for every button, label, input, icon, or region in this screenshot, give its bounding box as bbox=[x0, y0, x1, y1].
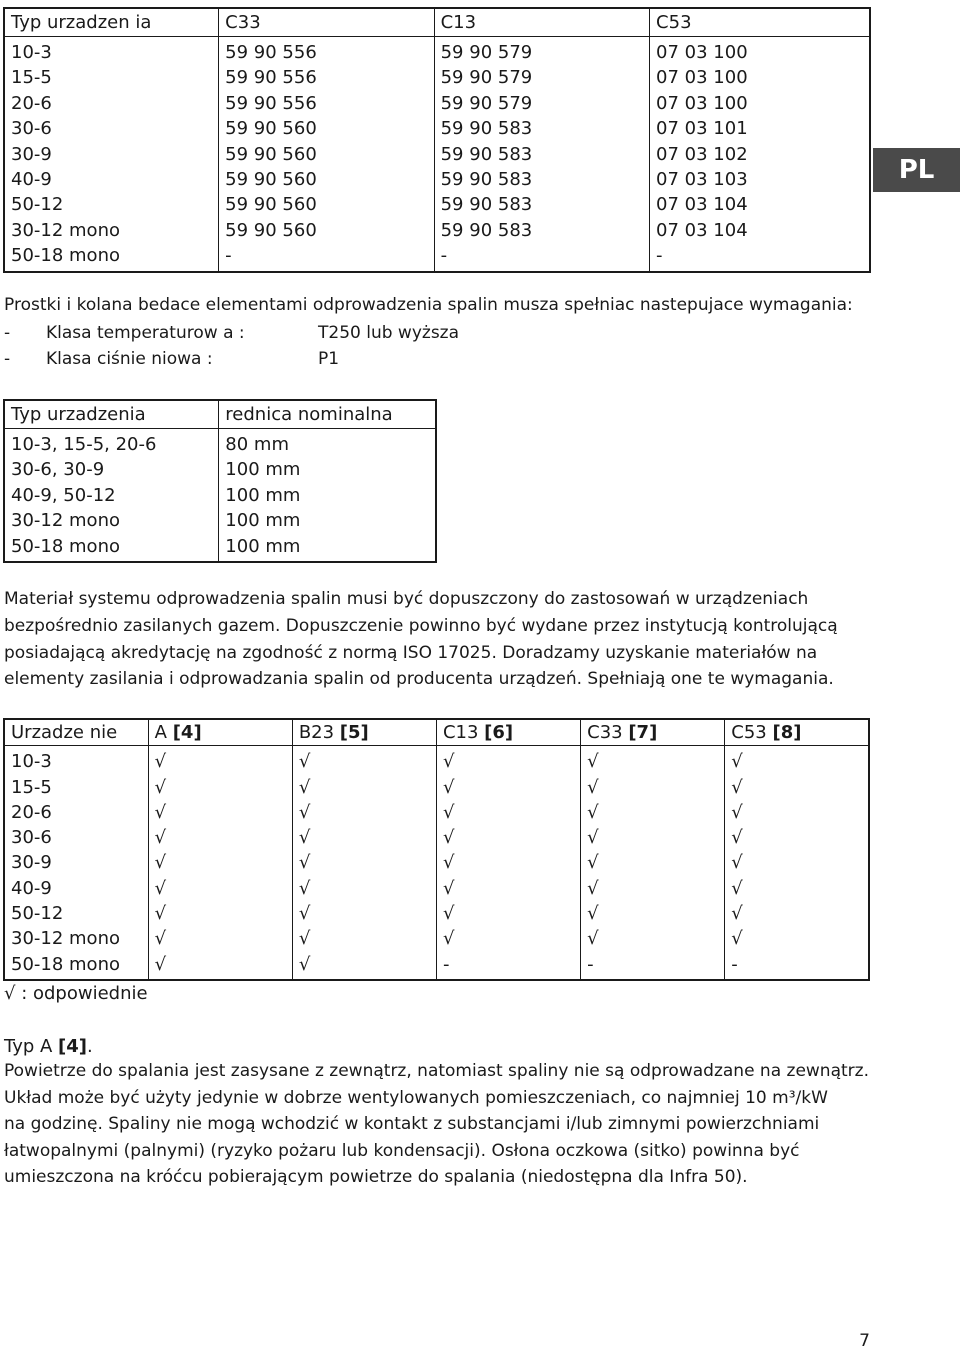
table-cell: - bbox=[725, 952, 869, 980]
material-paragraph-line: elementy zasilania i odprowadzania spalin od producenta urządzeń. Spełniają one te wymagania. bbox=[4, 669, 834, 689]
header-ref: [4] bbox=[172, 722, 202, 743]
header-name: C33 bbox=[587, 722, 629, 743]
table-cell: √ bbox=[725, 800, 869, 825]
table-cell: 40-9, 50-12 bbox=[11, 484, 116, 506]
table-cell: 59 90 556 bbox=[219, 65, 434, 90]
requirement-label: Klasa ciśnie niowa : bbox=[46, 349, 213, 369]
table-row bbox=[4, 37, 870, 66]
table-cell: √ bbox=[292, 775, 436, 800]
table-cell: √ bbox=[292, 876, 436, 901]
table-row bbox=[4, 850, 869, 875]
table-header-cell: Typ urzadzen ia bbox=[4, 8, 219, 37]
page-number: 7 bbox=[859, 1331, 870, 1351]
type-a-paragraph-line: umieszczona na króćcu pobierającym powietrze do spalania (niedostępna dla Infra 50). bbox=[4, 1167, 748, 1187]
table-cell: 59 90 556 bbox=[219, 37, 434, 66]
table-header-cell bbox=[4, 719, 148, 746]
header-name: C53 bbox=[731, 722, 773, 743]
type-a-paragraph-line: na godzinę. Spaliny nie mogą wchodzić w kontakt z substancjami i/lub zimnymi powierzchniami bbox=[4, 1114, 820, 1134]
table-cell: √ bbox=[436, 746, 580, 775]
table-cell: 59 90 583 bbox=[434, 142, 649, 167]
table-header-cell bbox=[581, 719, 725, 746]
table-cell: √ bbox=[725, 825, 869, 850]
table-cell: √ bbox=[581, 901, 725, 926]
header-ref: [6] bbox=[484, 722, 514, 743]
table-header-row bbox=[4, 8, 870, 37]
table-cell: √ bbox=[148, 825, 292, 850]
nominal-diameter-table bbox=[3, 399, 437, 563]
type-a-paragraph-line: Układ może być użyty jedynie w dobrze wentylowanych pomieszczeniach, co najmniej 10 m³/kW bbox=[4, 1088, 828, 1108]
table-cell: 30-9 bbox=[11, 852, 52, 874]
table-header-row bbox=[4, 719, 869, 746]
type-a-heading-text: Typ A bbox=[4, 1036, 59, 1057]
table-cell: 59 90 560 bbox=[219, 218, 434, 243]
table-header-cell: C13 bbox=[434, 8, 649, 37]
table-cell: 10-3 bbox=[11, 42, 52, 63]
header-name: B23 bbox=[298, 722, 340, 743]
table-cell: √ bbox=[725, 775, 869, 800]
table-cell: √ bbox=[436, 775, 580, 800]
table-row bbox=[4, 775, 869, 800]
table-cell: √ bbox=[725, 926, 869, 951]
table-row bbox=[4, 192, 870, 217]
table-cell: √ bbox=[725, 901, 869, 926]
table-cell: - bbox=[219, 243, 434, 271]
table-cell: 80 mm bbox=[219, 429, 436, 458]
table-cell: 100 mm bbox=[219, 508, 436, 533]
table-cell: √ bbox=[292, 746, 436, 775]
table-cell: √ bbox=[148, 952, 292, 980]
table-row bbox=[4, 508, 436, 533]
table-row bbox=[4, 91, 870, 116]
table-header-cell bbox=[725, 719, 869, 746]
table-cell: √ bbox=[436, 825, 580, 850]
table-row bbox=[4, 901, 869, 926]
table-cell: 30-6, 30-9 bbox=[11, 459, 105, 481]
table-cell: 50-18 mono bbox=[11, 245, 120, 267]
header-ref: [8] bbox=[772, 722, 802, 743]
table-cell: 40-9 bbox=[11, 169, 52, 191]
table-cell: 30-12 mono bbox=[11, 928, 120, 950]
table-cell: 07 03 100 bbox=[650, 37, 870, 66]
table-cell: √ bbox=[436, 901, 580, 926]
table-cell: - bbox=[434, 243, 649, 271]
table-cell: 07 03 101 bbox=[650, 116, 870, 141]
table-row bbox=[4, 534, 436, 562]
requirement-dash: - bbox=[4, 323, 11, 343]
table-cell: 59 90 560 bbox=[219, 192, 434, 217]
table-row bbox=[4, 926, 869, 951]
table-row bbox=[4, 218, 870, 243]
table-cell: 50-18 mono bbox=[11, 535, 120, 557]
table-cell: √ bbox=[148, 800, 292, 825]
table-cell: 30-6 bbox=[11, 827, 52, 849]
table-cell: √ bbox=[148, 850, 292, 875]
material-paragraph-line: bezpośrednio zasilanych gazem. Dopuszczenie powinno być wydane przez instytucją kontrolującą bbox=[4, 616, 838, 636]
table-row bbox=[4, 825, 869, 850]
table-cell: 100 mm bbox=[219, 534, 436, 562]
table-row bbox=[4, 800, 869, 825]
table-cell: √ bbox=[581, 746, 725, 775]
table-cell: √ bbox=[292, 952, 436, 980]
table-cell: 20-6 bbox=[11, 801, 52, 823]
table-header-row bbox=[4, 400, 436, 429]
table-row bbox=[4, 243, 870, 271]
table-cell: √ bbox=[148, 746, 292, 775]
table-cell: √ bbox=[148, 926, 292, 951]
table-cell: 07 03 104 bbox=[650, 218, 870, 243]
table-row bbox=[4, 65, 870, 90]
table-cell: 59 90 583 bbox=[434, 167, 649, 192]
table-cell: 07 03 100 bbox=[650, 91, 870, 116]
flue-kit-codes-table bbox=[3, 7, 871, 273]
table-cell: √ bbox=[725, 876, 869, 901]
table-cell: 100 mm bbox=[219, 483, 436, 508]
table-cell: 15-5 bbox=[11, 67, 52, 89]
requirement-label: Klasa temperaturow a : bbox=[46, 323, 245, 343]
material-paragraph-line: posiadającą akredytację na zgodność z normą ISO 17025. Doradzamy uzyskanie materiałów na bbox=[4, 643, 818, 663]
table-header-cell: C33 bbox=[219, 8, 434, 37]
table-cell: 59 90 560 bbox=[219, 167, 434, 192]
header-name: C13 bbox=[442, 722, 485, 743]
table-cell: 07 03 104 bbox=[650, 192, 870, 217]
table-cell: √ bbox=[581, 850, 725, 875]
table-cell: √ bbox=[581, 825, 725, 850]
header-name: Urzadze nie bbox=[11, 722, 118, 743]
requirement-dash: - bbox=[4, 349, 11, 369]
table-header-cell bbox=[148, 719, 292, 746]
table-cell: 20-6 bbox=[11, 92, 52, 114]
table-cell: 59 90 560 bbox=[219, 142, 434, 167]
table-cell: 07 03 100 bbox=[650, 65, 870, 90]
type-a-paragraph-line: łatwopalnymi (palnymi) (ryzyko pożaru lub kondensacji). Osłona oczkowa (sitko) powinna być bbox=[4, 1141, 800, 1161]
table-cell: 50-18 mono bbox=[11, 953, 120, 975]
table-header-cell: Typ urzadzenia bbox=[4, 400, 219, 429]
table-cell: 59 90 579 bbox=[434, 37, 649, 66]
table-cell: √ bbox=[581, 876, 725, 901]
table-cell: 07 03 102 bbox=[650, 142, 870, 167]
table-row bbox=[4, 142, 870, 167]
table-header-cell: C53 bbox=[650, 8, 870, 37]
table-legend: √ : odpowiednie bbox=[4, 983, 148, 1004]
table-cell: √ bbox=[436, 926, 580, 951]
table-cell: √ bbox=[148, 901, 292, 926]
table-cell: √ bbox=[725, 746, 869, 775]
requirement-value: T250 lub wyższa bbox=[318, 323, 460, 343]
table-cell: √ bbox=[292, 825, 436, 850]
type-a-heading bbox=[4, 1034, 93, 1060]
table-cell: - bbox=[650, 243, 870, 271]
table-cell: 59 90 579 bbox=[434, 65, 649, 90]
table-cell: 59 90 583 bbox=[434, 116, 649, 141]
table-cell: √ bbox=[292, 926, 436, 951]
installation-type-table bbox=[3, 718, 870, 981]
table-cell: 10-3, 15-5, 20-6 bbox=[11, 434, 157, 455]
table-cell: 59 90 560 bbox=[219, 116, 434, 141]
table-cell: 50-12 bbox=[11, 903, 64, 925]
table-header-cell bbox=[436, 719, 580, 746]
type-a-heading-ref: [4] bbox=[58, 1036, 88, 1057]
table-cell: √ bbox=[436, 876, 580, 901]
table-cell: 30-12 mono bbox=[11, 219, 120, 241]
table-cell: - bbox=[581, 952, 725, 980]
table-cell: 59 90 579 bbox=[434, 91, 649, 116]
header-ref: [7] bbox=[628, 722, 658, 743]
table-row bbox=[4, 167, 870, 192]
table-cell: √ bbox=[725, 850, 869, 875]
table-cell: 59 90 583 bbox=[434, 218, 649, 243]
table-cell: 07 03 103 bbox=[650, 167, 870, 192]
table-header-cell bbox=[292, 719, 436, 746]
table-cell: 59 90 583 bbox=[434, 192, 649, 217]
table-cell: 50-12 bbox=[11, 194, 64, 216]
table-row bbox=[4, 952, 869, 980]
table-row bbox=[4, 483, 436, 508]
table-row bbox=[4, 746, 869, 775]
type-a-heading-end: . bbox=[87, 1036, 93, 1057]
table-cell: 30-6 bbox=[11, 118, 52, 140]
table-cell: √ bbox=[581, 775, 725, 800]
table-cell: - bbox=[436, 952, 580, 980]
table-cell: √ bbox=[148, 775, 292, 800]
table-cell: 30-9 bbox=[11, 143, 52, 165]
table-cell: √ bbox=[292, 850, 436, 875]
table-cell: √ bbox=[581, 800, 725, 825]
header-name: A bbox=[154, 722, 173, 743]
table-cell: √ bbox=[436, 800, 580, 825]
type-a-paragraph-line: Powietrze do spalania jest zasysane z zewnątrz, natomiast spaliny nie są odprowadzane na zewnątrz. bbox=[4, 1061, 869, 1081]
requirement-value: P1 bbox=[318, 349, 340, 369]
table-header-cell: rednica nominalna bbox=[219, 400, 436, 429]
table-cell: √ bbox=[436, 850, 580, 875]
requirements-intro: Prostki i kolana bedace elementami odprowadzenia spalin musza spełniac nastepujace wymagania: bbox=[4, 295, 853, 315]
table-cell: √ bbox=[292, 901, 436, 926]
language-tab: PL bbox=[873, 148, 960, 192]
table-cell: √ bbox=[292, 800, 436, 825]
table-cell: 15-5 bbox=[11, 776, 52, 798]
table-cell: 100 mm bbox=[219, 457, 436, 482]
material-paragraph-line: Materiał systemu odprowadzenia spalin musi być dopuszczony do zastosowań w urządzeniach bbox=[4, 589, 809, 609]
table-row bbox=[4, 876, 869, 901]
table-row bbox=[4, 116, 870, 141]
table-cell: √ bbox=[581, 926, 725, 951]
table-cell: 40-9 bbox=[11, 877, 52, 899]
header-ref: [5] bbox=[339, 722, 369, 743]
table-cell: 59 90 556 bbox=[219, 91, 434, 116]
table-cell: √ bbox=[148, 876, 292, 901]
table-cell: 30-12 mono bbox=[11, 510, 120, 532]
table-cell: 10-3 bbox=[11, 751, 52, 773]
table-row bbox=[4, 457, 436, 482]
table-row bbox=[4, 429, 436, 458]
